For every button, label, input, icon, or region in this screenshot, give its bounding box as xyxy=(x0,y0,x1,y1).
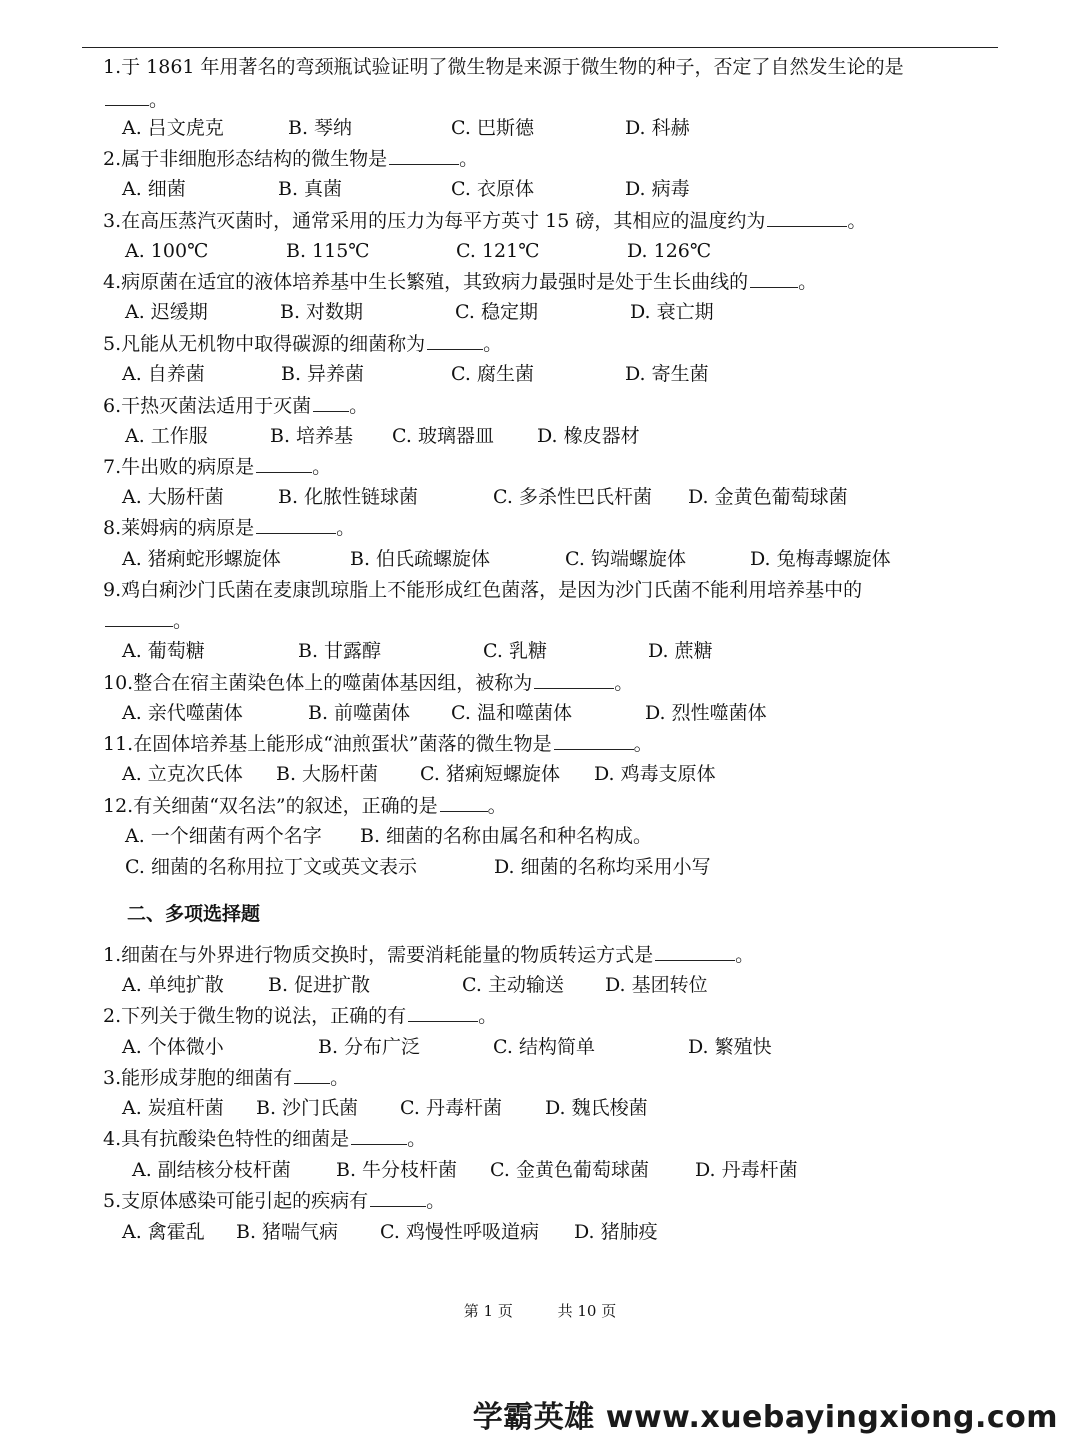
question-3-stem: 3.在高压蒸汽灭菌时，通常采用的压力为每平方英寸 15 磅，其相应的温度约为 。 xyxy=(103,210,867,232)
multi-question-2-stem: 2.下列关于微生物的说法，正确的有 。 xyxy=(103,1005,498,1027)
q1-option-c: C. 巴斯德 xyxy=(451,117,534,139)
question-4-stem: 4.病原菌在适宜的液体培养基中生长繁殖，其致病力最强时是处于生长曲线的 。 xyxy=(103,271,818,293)
q10-option-a: A. 亲代噬菌体 xyxy=(122,702,243,724)
q1-option-b: B. 琴纳 xyxy=(288,117,353,139)
q8-option-a: A. 猪痢蛇形螺旋体 xyxy=(122,548,281,570)
question-10-stem: 10.整合在宿主菌染色体上的噬菌体基因组，被称为 。 xyxy=(103,672,634,694)
answer-blank xyxy=(534,673,614,689)
q4-option-b: B. 对数期 xyxy=(280,301,364,323)
q1-option-a: A. 吕文虎克 xyxy=(122,117,224,139)
q8-option-c: C. 钩端螺旋体 xyxy=(565,548,686,570)
answer-blank xyxy=(294,1068,330,1084)
mq4-option-d: D. 丹毒杆菌 xyxy=(695,1159,798,1181)
q7-option-d: D. 金黄色葡萄球菌 xyxy=(688,486,848,508)
q6-option-c: C. 玻璃器皿 xyxy=(392,425,494,447)
question-1-stem: 1.于 1861 年用著名的弯颈瓶试验证明了微生物是来源于微生物的种子，否定了自然发生论的是 xyxy=(103,56,904,78)
question-8-stem: 8.莱姆病的病原是 。 xyxy=(103,517,356,539)
q4-option-c: C. 稳定期 xyxy=(455,301,538,323)
answer-blank xyxy=(370,1191,426,1207)
q9-option-a: A. 葡萄糖 xyxy=(122,640,205,662)
mq5-option-d: D. 猪肺疫 xyxy=(574,1221,658,1243)
mq4-option-c: C. 金黄色葡萄球菌 xyxy=(490,1159,649,1181)
mq3-option-d: D. 魏氏梭菌 xyxy=(545,1097,648,1119)
q6-option-d: D. 橡皮器材 xyxy=(537,425,640,447)
answer-blank xyxy=(554,734,634,750)
answer-blank xyxy=(750,272,798,288)
question-6-stem: 6.干热灭菌法适用于灭菌 。 xyxy=(103,395,369,417)
question-7-stem: 7.牛出败的病原是 。 xyxy=(103,456,332,478)
page-footer xyxy=(0,1300,1080,1321)
answer-blank xyxy=(408,1006,478,1022)
question-9-blank-line: 。 xyxy=(103,609,192,633)
q5-option-c: C. 腐生菌 xyxy=(451,363,534,385)
header-rule xyxy=(82,47,998,48)
question-2-stem: 2.属于非细胞形态结构的微生物是 。 xyxy=(103,148,479,170)
q12-option-a: A. 一个细菌有两个名字 xyxy=(125,825,322,847)
question-9-stem: 9.鸡白痢沙门氏菌在麦康凯琼脂上不能形成红色菌落，是因为沙门氏菌不能利用培养基中的 xyxy=(103,579,863,601)
q6-option-b: B. 培养基 xyxy=(270,425,354,447)
mq1-option-d: D. 基团转位 xyxy=(605,974,708,996)
mq2-option-d: D. 繁殖快 xyxy=(688,1036,772,1058)
site-watermark: 学霸英雄 www.xuebayingxiong.com xyxy=(472,1400,1058,1435)
q2-option-d: D. 病毒 xyxy=(625,178,690,200)
answer-blank xyxy=(427,334,483,350)
q3-option-d: D. 126℃ xyxy=(627,240,712,262)
question-5-stem: 5.凡能从无机物中取得碳源的细菌称为 。 xyxy=(103,333,503,355)
question-11-stem: 11.在固体培养基上能形成“油煎蛋状”菌落的微生物是 。 xyxy=(103,733,653,755)
q7-option-b: B. 化脓性链球菌 xyxy=(278,486,419,508)
q12-option-d: D. 细菌的名称均采用小写 xyxy=(494,856,711,878)
answer-blank xyxy=(767,211,847,227)
q5-option-a: A. 自养菌 xyxy=(122,363,205,385)
q9-option-c: C. 乳糖 xyxy=(483,640,547,662)
mq1-option-c: C. 主动输送 xyxy=(462,974,564,996)
q12-option-c: C. 细菌的名称用拉丁文或英文表示 xyxy=(125,856,417,878)
q9-option-d: D. 蔗糖 xyxy=(648,640,713,662)
mq3-option-a: A. 炭疽杆菌 xyxy=(122,1097,224,1119)
page-number: 第 1 页 xyxy=(463,1302,513,1320)
mq3-option-c: C. 丹毒杆菌 xyxy=(400,1097,502,1119)
q3-option-a: A. 100℃ xyxy=(125,240,209,262)
answer-blank xyxy=(440,796,488,812)
q3-option-c: C. 121℃ xyxy=(456,240,540,262)
multi-question-4-stem: 4.具有抗酸染色特性的细菌是 。 xyxy=(103,1128,427,1150)
mq4-option-a: A. 副结核分枝杆菌 xyxy=(132,1159,291,1181)
q10-option-d: D. 烈性噬菌体 xyxy=(645,702,767,724)
mq2-option-a: A. 个体微小 xyxy=(122,1036,224,1058)
q9-option-b: B. 甘露醇 xyxy=(298,640,382,662)
answer-blank xyxy=(256,518,336,534)
question-1-blank-line: 。 xyxy=(103,88,168,112)
q2-option-a: A. 细菌 xyxy=(122,178,186,200)
q11-option-c: C. 猪痢短螺旋体 xyxy=(420,763,560,785)
page-total: 共 10 页 xyxy=(557,1302,617,1320)
answer-blank xyxy=(313,396,349,412)
q10-option-c: C. 温和噬菌体 xyxy=(451,702,572,724)
multi-question-1-stem: 1.细菌在与外界进行物质交换时，需要消耗能量的物质转运方式是 。 xyxy=(103,944,755,966)
section-title: 二、多项选择题 xyxy=(127,903,261,925)
answer-blank xyxy=(655,945,735,961)
mq5-option-c: C. 鸡慢性呼吸道病 xyxy=(380,1221,539,1243)
question-12-stem: 12.有关细菌“双名法”的叙述，正确的是 。 xyxy=(103,795,507,817)
q11-option-a: A. 立克次氏体 xyxy=(122,763,243,785)
answer-blank xyxy=(256,457,312,473)
q11-option-d: D. 鸡毒支原体 xyxy=(594,763,716,785)
mq1-option-a: A. 单纯扩散 xyxy=(122,974,224,996)
answer-blank xyxy=(105,611,173,627)
multi-question-3-stem: 3.能形成芽胞的细菌有 。 xyxy=(103,1067,350,1089)
mq3-option-b: B. 沙门氏菌 xyxy=(256,1097,359,1119)
mq2-option-c: C. 结构简单 xyxy=(493,1036,595,1058)
answer-blank xyxy=(105,90,149,106)
q2-option-c: C. 衣原体 xyxy=(451,178,534,200)
answer-blank xyxy=(351,1129,407,1145)
q6-option-a: A. 工作服 xyxy=(125,425,208,447)
mq2-option-b: B. 分布广泛 xyxy=(318,1036,421,1058)
q5-option-d: D. 寄生菌 xyxy=(625,363,709,385)
q8-option-d: D. 兔梅毒螺旋体 xyxy=(750,548,891,570)
q10-option-b: B. 前噬菌体 xyxy=(308,702,411,724)
q7-option-a: A. 大肠杆菌 xyxy=(122,486,224,508)
q8-option-b: B. 伯氏疏螺旋体 xyxy=(350,548,491,570)
q7-option-c: C. 多杀性巴氏杆菌 xyxy=(493,486,652,508)
multi-question-5-stem: 5.支原体感染可能引起的疾病有 。 xyxy=(103,1190,446,1212)
q3-option-b: B. 115℃ xyxy=(286,240,370,262)
q2-option-b: B. 真菌 xyxy=(278,178,343,200)
q12-option-b: B. 细菌的名称由属名和种名构成。 xyxy=(360,825,653,847)
mq4-option-b: B. 牛分枝杆菌 xyxy=(336,1159,458,1181)
q5-option-b: B. 异养菌 xyxy=(281,363,365,385)
q11-option-b: B. 大肠杆菌 xyxy=(276,763,379,785)
q1-option-d: D. 科赫 xyxy=(625,117,690,139)
mq5-option-a: A. 禽霍乱 xyxy=(122,1221,205,1243)
q4-option-d: D. 衰亡期 xyxy=(630,301,714,323)
q4-option-a: A. 迟缓期 xyxy=(125,301,208,323)
answer-blank xyxy=(389,149,459,165)
mq5-option-b: B. 猪喘气病 xyxy=(236,1221,339,1243)
mq1-option-b: B. 促进扩散 xyxy=(268,974,371,996)
